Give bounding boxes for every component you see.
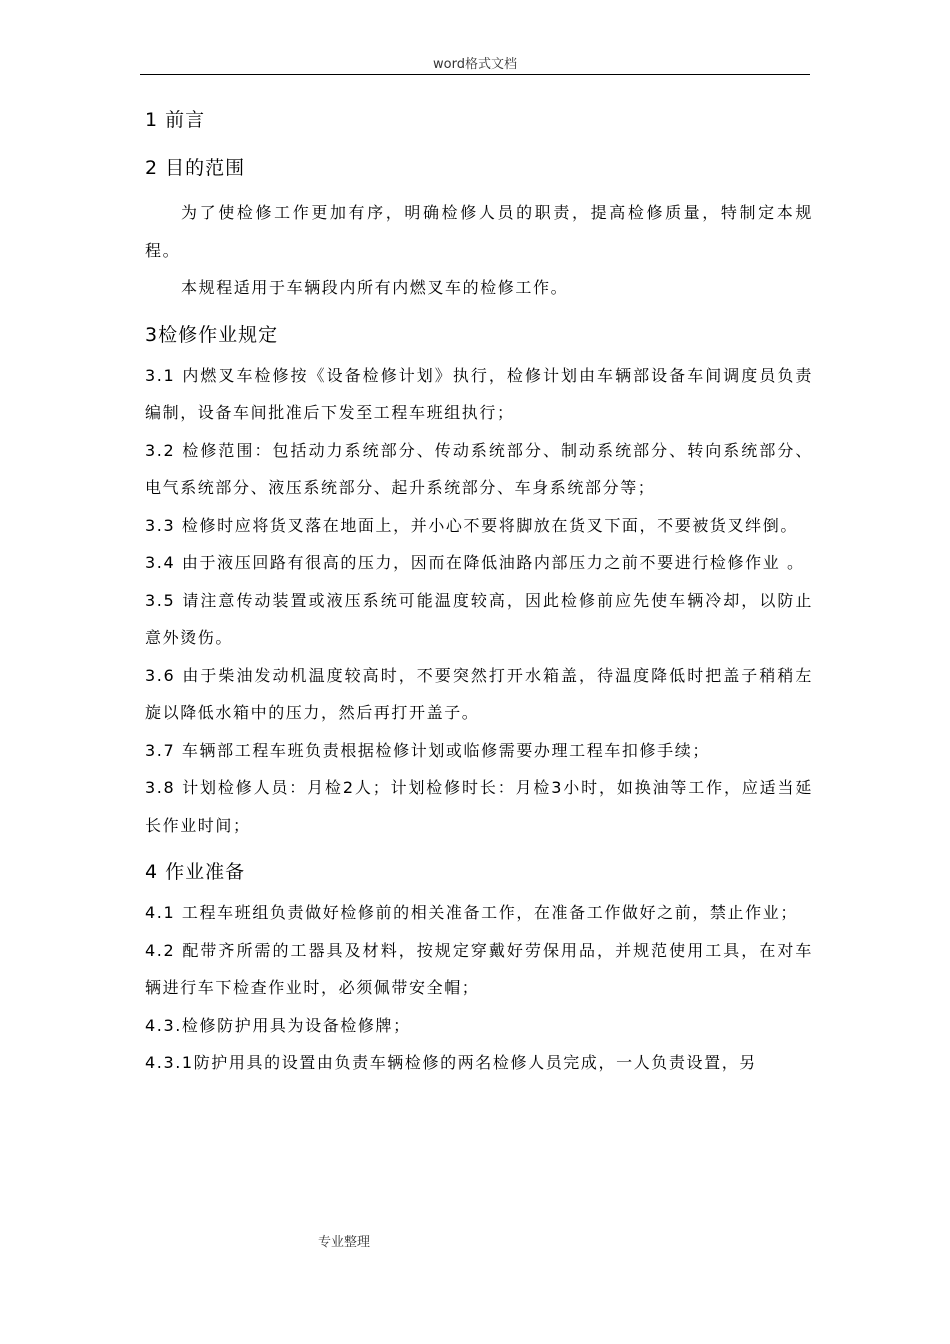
clause-3-1: 3.1 内燃叉车检修按《设备检修计划》执行，检修计划由车辆部设备车间调度员负责编制，设备车间批准后下发至工程车班组执行； bbox=[145, 365, 813, 422]
section-3-title: 3检修作业规定 bbox=[145, 323, 279, 346]
clause-3-3: 3.3 检修时应将货叉落在地面上，并小心不要将脚放在货叉下面，不要被货叉绊倒。 bbox=[145, 515, 798, 535]
clause-3-6: 3.6 由于柴油发动机温度较高时，不要突然打开水箱盖，待温度降低时把盖子稍稍左旋以降低水箱中的压力，然后再打开盖子。 bbox=[145, 665, 813, 722]
section-1-title: 1 前言 bbox=[145, 109, 206, 131]
section-4-title: 4 作业准备 bbox=[145, 861, 246, 883]
clause-3-2: 3.2 检修范围：包括动力系统部分、传动系统部分、制动系统部分、转向系统部分、电气系统部分、液压系统部分、起升系统部分、车身系统部分等； bbox=[145, 440, 813, 497]
clause-3-7: 3.7 车辆部工程车班负责根据检修计划或临修需要办理工程车扣修手续； bbox=[145, 740, 710, 760]
clause-4-1: 4.1 工程车班组负责做好检修前的相关准备工作，在准备工作做好之前，禁止作业； bbox=[145, 903, 798, 922]
document-body bbox=[145, 100, 813, 1082]
paragraph: 为了使检修工作更加有序，明确检修人员的职责，提高检修质量，特制定本规程。 bbox=[145, 203, 813, 260]
clause-3-8: 3.8 计划检修人员：月检2人；计划检修时长：月检3小时，如换油等工作，应适当延长作业时间； bbox=[145, 778, 813, 835]
section-4-list bbox=[145, 894, 813, 1082]
paragraph: 本规程适用于车辆段内所有内燃叉车的检修工作。 bbox=[181, 278, 569, 297]
clause-3-5: 3.5 请注意传动装置或液压系统可能温度较高，因此检修前应先使车辆冷却，以防止意外烫伤。 bbox=[145, 590, 813, 647]
clause-3-4: 3.4 由于液压回路有很高的压力，因而在降低油路内部压力之前不要进行检修作业 。 bbox=[145, 553, 805, 572]
page-footer bbox=[318, 1234, 370, 1252]
clause-4-3-1: 4.3.1防护用具的设置由负责车辆检修的两名检修人员完成，一人负责设置，另 bbox=[145, 1053, 757, 1072]
header-text: word格式文档 bbox=[433, 57, 517, 72]
section-3-list bbox=[145, 357, 813, 845]
footer-text: 专业整理 bbox=[318, 1235, 371, 1250]
section-2-title: 2 目的范围 bbox=[145, 157, 246, 179]
clause-4-3: 4.3.检修防护用具为设备检修牌； bbox=[145, 1015, 411, 1035]
page-header bbox=[140, 56, 810, 75]
clause-4-2: 4.2 配带齐所需的工器具及材料，按规定穿戴好劳保用品，并规范使用工具，在对车辆进行车下检查作业时，必须佩带安全帽； bbox=[145, 940, 813, 997]
